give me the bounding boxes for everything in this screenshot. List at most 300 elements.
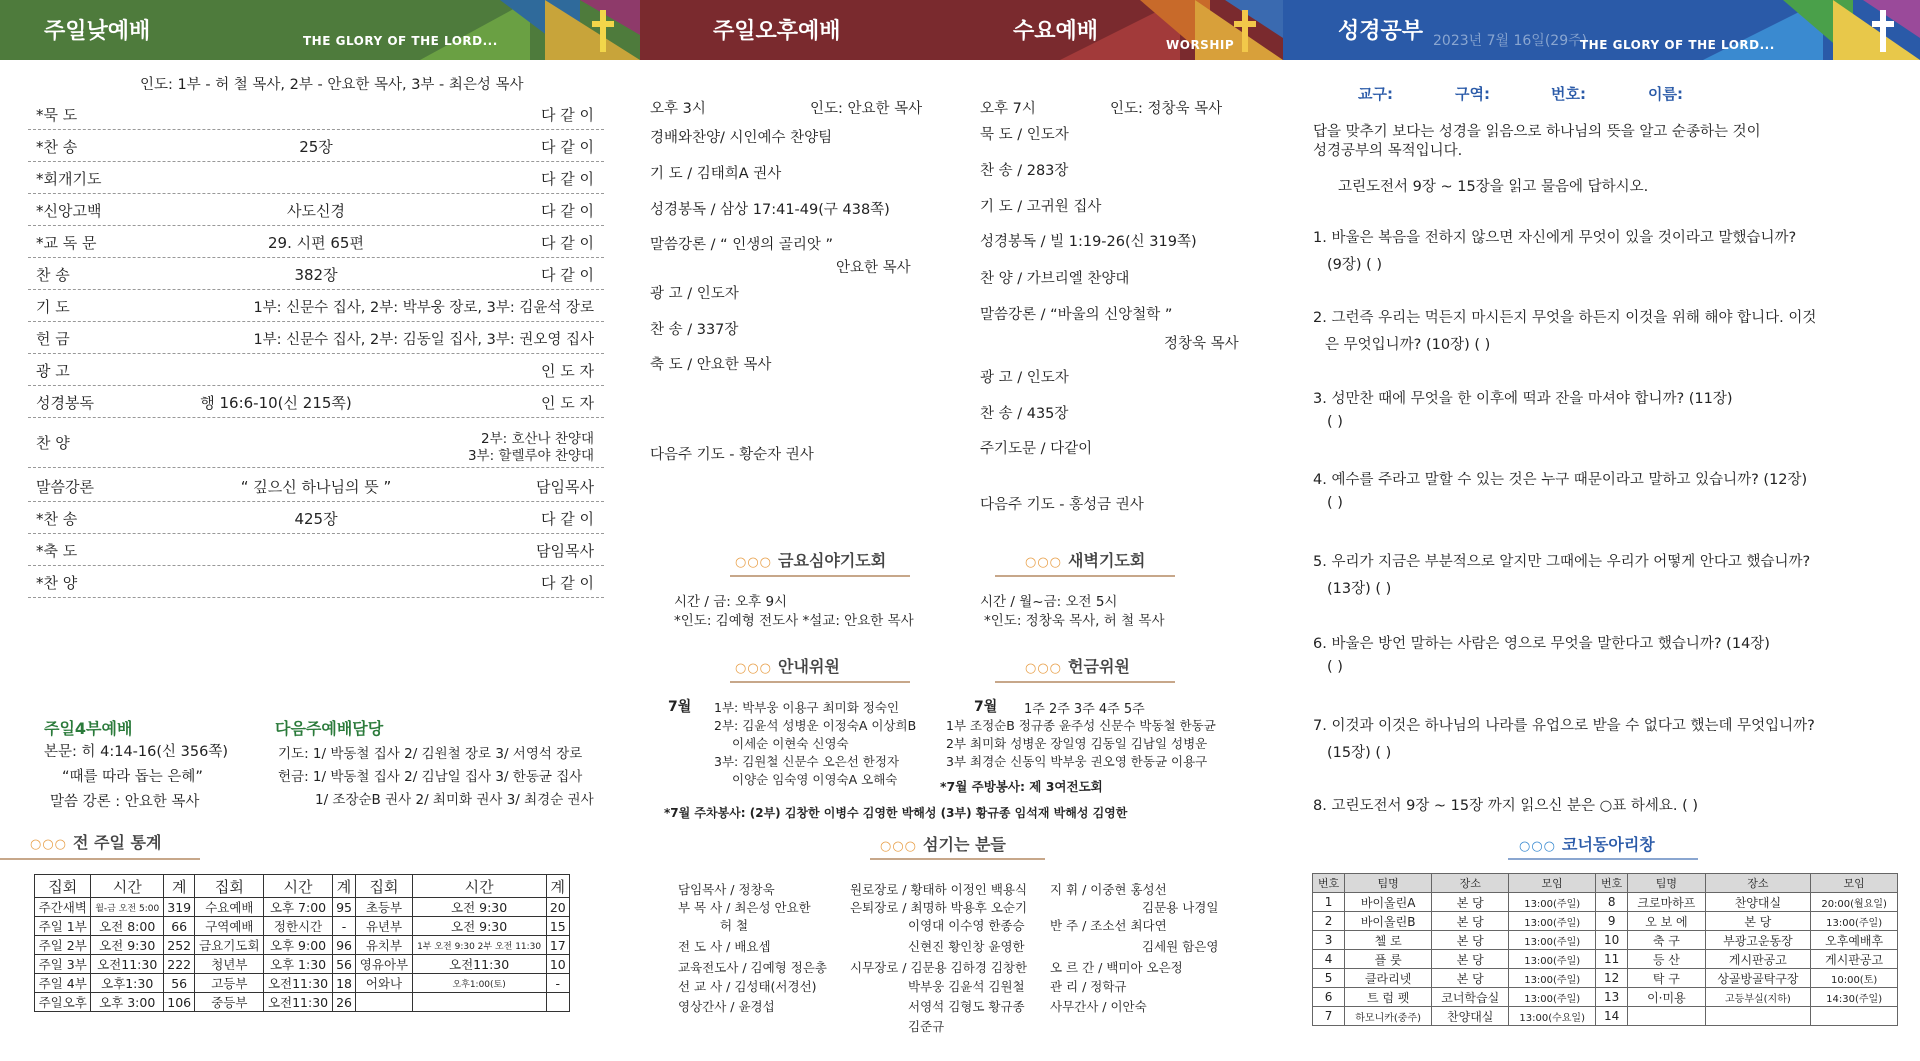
panel-sunday-service bbox=[0, 0, 640, 1061]
offering-weeks: 1주 2주 3주 4주 5주 bbox=[1024, 702, 1145, 717]
stats-cell: 유년부 bbox=[356, 917, 412, 936]
club-cell: 첼 로 bbox=[1345, 931, 1432, 950]
question-text: 3. 성만찬 때에 무엇을 한 이후에 떡과 잔을 마셔야 합니까? (11장) bbox=[1313, 391, 1733, 407]
afternoon-preacher: 안요한 목사 bbox=[836, 260, 911, 276]
next-week-prayer: 기도: 1/ 박동철 집사 2/ 김원철 장로 3/ 서영석 장로 bbox=[278, 746, 583, 762]
stats-title-underline bbox=[0, 858, 200, 860]
cross-icon bbox=[1242, 10, 1248, 52]
club-table bbox=[1312, 873, 1898, 1026]
stats-row bbox=[35, 955, 570, 974]
order-row bbox=[28, 193, 604, 226]
stats-table bbox=[34, 874, 570, 1012]
servant-line: 부 목 사 / 최은성 안요한 bbox=[678, 900, 811, 915]
stats-cell: 청년부 bbox=[195, 955, 264, 974]
question-text: 5. 우리가 지금은 부분적으로 알지만 그때에는 우리가 어떻게 안다고 했습니까? bbox=[1313, 554, 1811, 570]
stats-header: 집회 bbox=[35, 875, 91, 898]
afternoon-line: 기 도 / 김태희A 권사 bbox=[650, 166, 782, 182]
stats-row bbox=[35, 974, 570, 993]
order-label: 찬 송 bbox=[36, 266, 70, 284]
order-role: 1부: 신문수 집사, 2부: 박부웅 장로, 3부: 김윤석 장로 bbox=[253, 300, 594, 316]
dawn-title-underline bbox=[995, 575, 1175, 577]
cross-icon bbox=[1880, 10, 1886, 52]
order-role: 다 같 이 bbox=[540, 234, 594, 252]
club-cell: 축 구 bbox=[1628, 931, 1705, 950]
stats-cell: 오후1:30 bbox=[91, 974, 163, 993]
order-row bbox=[28, 533, 604, 566]
stats-header: 시간 bbox=[264, 875, 333, 898]
club-cell: 게시판공고 bbox=[1811, 950, 1898, 969]
order-row bbox=[28, 257, 604, 290]
stats-header: 집회 bbox=[356, 875, 412, 898]
afternoon-line: 성경봉독 / 삼상 17:41-49(구 438쪽) bbox=[650, 202, 890, 218]
afternoon-line: 찬 송 / 337장 bbox=[650, 322, 739, 338]
stats-cell: 56 bbox=[332, 955, 355, 974]
order-role: 인 도 자 bbox=[540, 362, 594, 380]
club-cell: 13:00(주일) bbox=[1509, 950, 1596, 969]
wednesday-line: 찬 송 / 283장 bbox=[980, 163, 1069, 179]
afternoon-line: 광 고 / 인도자 bbox=[650, 286, 739, 302]
order-role: 담임목사 bbox=[536, 542, 594, 560]
stats-cell: 96 bbox=[332, 936, 355, 955]
stats-cell: 정한시간 bbox=[264, 917, 333, 936]
order-row bbox=[28, 501, 604, 534]
club-header: 장소 bbox=[1705, 874, 1811, 893]
fourth-service-preacher: 말씀 강론 : 안요한 목사 bbox=[50, 794, 200, 810]
wednesday-line: 찬 송 / 435장 bbox=[980, 406, 1069, 422]
field-district: 교구: bbox=[1358, 85, 1393, 103]
club-cell: 1 bbox=[1313, 893, 1345, 912]
club-cell: 13:00(주일) bbox=[1509, 931, 1596, 950]
order-item: “ 깊으신 하나님의 뜻 ” bbox=[240, 478, 392, 496]
parking-note: *7월 주차봉사: (2부) 김창한 이병수 김영한 박해성 (3부) 황규종 임석재 박해성 김영한 bbox=[664, 806, 1128, 820]
ushers-line: 2부: 김윤석 성병운 이정숙A 이상희B bbox=[714, 718, 917, 733]
ushers-month: 7월 bbox=[668, 699, 692, 715]
club-cell: 하모니카(중주) bbox=[1345, 1007, 1432, 1026]
club-row bbox=[1313, 912, 1898, 931]
servant-line: 허 철 bbox=[720, 918, 749, 933]
order-row bbox=[28, 129, 604, 162]
friday-prayer-title: ○○○ 금요심야기도회 bbox=[735, 551, 887, 570]
intro-line-2: 성경공부의 목적입니다. bbox=[1313, 143, 1463, 159]
club-cell: 13:00(수요일) bbox=[1509, 1007, 1596, 1026]
stats-header: 집회 bbox=[195, 875, 264, 898]
question-answer: (13장) ( ) bbox=[1327, 581, 1392, 597]
servants-title-underline bbox=[870, 858, 1045, 860]
order-label: *찬 송 bbox=[36, 138, 78, 156]
club-header: 번호 bbox=[1313, 874, 1345, 893]
stats-cell: 오후 1:30 bbox=[264, 955, 333, 974]
wednesday-line: 묵 도 / 인도자 bbox=[980, 127, 1069, 143]
club-cell: 8 bbox=[1596, 893, 1628, 912]
stats-cell: 오전 9:30 bbox=[91, 936, 163, 955]
stats-header: 계 bbox=[332, 875, 355, 898]
club-cell: 4 bbox=[1313, 950, 1345, 969]
service-leaders: 인도: 1부 - 허 철 목사, 2부 - 안요한 목사, 3부 - 최은성 목사 bbox=[140, 77, 524, 93]
header-afternoon bbox=[640, 0, 1283, 60]
stats-cell: 66 bbox=[163, 917, 195, 936]
order-label: 기 도 bbox=[36, 298, 70, 316]
servant-line: 시무장로 / 김문용 김하경 김창한 bbox=[850, 960, 1028, 975]
wednesday-line: 말씀강론 / “바울의 신앙철학 ” bbox=[980, 307, 1173, 323]
afternoon-line: 말씀강론 / “ 인생의 골리앗 ” bbox=[650, 237, 834, 253]
club-cell: 7 bbox=[1313, 1007, 1345, 1026]
stats-cell bbox=[412, 993, 546, 1012]
club-cell: 찬양대실 bbox=[1705, 893, 1811, 912]
club-cell: 크로마하프 bbox=[1628, 893, 1705, 912]
club-cell bbox=[1705, 1007, 1811, 1026]
club-cell: 14 bbox=[1596, 1007, 1628, 1026]
stats-cell: - bbox=[546, 974, 569, 993]
stats-cell: 초등부 bbox=[356, 898, 412, 917]
club-cell: 바이올린A bbox=[1345, 893, 1432, 912]
order-item: 25장 bbox=[299, 138, 333, 156]
servant-line: 김세원 함은영 bbox=[1142, 939, 1219, 954]
ushers-line: 이양순 임숙영 이영숙A 오해숙 bbox=[732, 772, 898, 787]
friday-title-underline bbox=[730, 575, 910, 577]
stats-row bbox=[35, 898, 570, 917]
stats-header: 시간 bbox=[412, 875, 546, 898]
stats-cell: 주간새벽 bbox=[35, 898, 91, 917]
stats-cell: 95 bbox=[332, 898, 355, 917]
offering-line: 3부 최경순 신동익 박부웅 권오영 한동균 이용구 bbox=[946, 754, 1208, 769]
afternoon-leader: 인도: 안요한 목사 bbox=[810, 101, 923, 117]
club-cell: 게시판공고 bbox=[1705, 950, 1811, 969]
stats-cell: 구역예배 bbox=[195, 917, 264, 936]
stats-cell: 252 bbox=[163, 936, 195, 955]
order-role: 다 같 이 bbox=[540, 266, 594, 284]
club-cell bbox=[1628, 1007, 1705, 1026]
question-answer: (9장) ( ) bbox=[1327, 257, 1383, 273]
order-role: 1부: 신문수 집사, 2부: 김동일 집사, 3부: 권오영 집사 bbox=[253, 332, 594, 348]
stats-cell: 오후 7:00 bbox=[264, 898, 333, 917]
club-cell: 9 bbox=[1596, 912, 1628, 931]
order-item: 사도신경 bbox=[287, 202, 345, 220]
stats-header: 계 bbox=[163, 875, 195, 898]
order-row bbox=[28, 425, 604, 468]
afternoon-line: 축 도 / 안요한 목사 bbox=[650, 357, 772, 373]
dawn-lead: *인도: 정창욱 목사, 허 철 목사 bbox=[984, 613, 1165, 629]
stats-header: 시간 bbox=[91, 875, 163, 898]
dawn-prayer-title: ○○○ 새벽기도회 bbox=[1025, 551, 1146, 570]
stats-header: 계 bbox=[546, 875, 569, 898]
club-cell: 13:00(주일) bbox=[1509, 912, 1596, 931]
page-title: 주일낮예배 bbox=[44, 19, 151, 44]
stats-cell: 오전 9:30 bbox=[412, 898, 546, 917]
servant-line: 원로장로 / 황태하 이정인 백용식 bbox=[850, 882, 1028, 897]
club-cell: 11 bbox=[1596, 950, 1628, 969]
club-row bbox=[1313, 950, 1898, 969]
order-role: 3부: 할렐루야 찬양대 bbox=[467, 448, 594, 464]
order-label: *찬 송 bbox=[36, 510, 78, 528]
club-cell: 10 bbox=[1596, 931, 1628, 950]
dawn-time: 시간 / 월~금: 오전 5시 bbox=[980, 594, 1118, 610]
friday-lead: *인도: 김예형 전도사 *설교: 안요한 목사 bbox=[674, 613, 914, 629]
club-cell: 플 룻 bbox=[1345, 950, 1432, 969]
stats-cell: 20 bbox=[546, 898, 569, 917]
wednesday-line: 기 도 / 고귀원 집사 bbox=[980, 199, 1102, 215]
order-row bbox=[28, 225, 604, 258]
order-label: 말씀강론 bbox=[36, 478, 94, 496]
question-text: 2. 그런즉 우리는 먹든지 마시든지 무엇을 하든지 이것을 위해 해야 합니다. 이것 bbox=[1313, 310, 1817, 326]
cross-icon bbox=[600, 10, 606, 52]
order-role: 다 같 이 bbox=[540, 510, 594, 528]
club-cell: 5 bbox=[1313, 969, 1345, 988]
club-cell: 2 bbox=[1313, 912, 1345, 931]
stats-cell: 오전 8:00 bbox=[91, 917, 163, 936]
question-answer: 은 무엇입니까? (10장) ( ) bbox=[1325, 337, 1491, 353]
order-role: 다 같 이 bbox=[540, 170, 594, 188]
offering-line: 2부 최미화 성병운 장일영 김동일 김남일 성병운 bbox=[946, 736, 1208, 751]
stats-cell: 영유아부 bbox=[356, 955, 412, 974]
field-number: 번호: bbox=[1551, 85, 1586, 103]
stats-cell: 오전11:30 bbox=[264, 993, 333, 1012]
club-cell: 등 산 bbox=[1628, 950, 1705, 969]
servant-line: 이영대 이수영 한종승 bbox=[908, 918, 1025, 933]
order-row bbox=[28, 565, 604, 598]
order-role: 다 같 이 bbox=[540, 138, 594, 156]
servant-line: 전 도 사 / 배요셉 bbox=[678, 939, 771, 954]
servant-line: 반 주 / 조소선 최다연 bbox=[1050, 918, 1167, 933]
stats-cell: 오전11:30 bbox=[264, 974, 333, 993]
order-label: *찬 양 bbox=[36, 574, 78, 592]
wednesday-line: 광 고 / 인도자 bbox=[980, 370, 1069, 386]
club-cell: 본 당 bbox=[1432, 893, 1509, 912]
order-role: 2부: 호산나 찬양대 bbox=[480, 431, 594, 447]
stats-cell: 주일 2부 bbox=[35, 936, 91, 955]
panel-afternoon-wednesday bbox=[640, 0, 1283, 1061]
afternoon-time: 오후 3시 bbox=[650, 101, 706, 117]
stats-cell bbox=[546, 993, 569, 1012]
order-row bbox=[28, 161, 604, 194]
club-cell: 13:00(주일) bbox=[1509, 988, 1596, 1007]
club-cell: 3 bbox=[1313, 931, 1345, 950]
order-role: 인 도 자 bbox=[540, 394, 594, 412]
header-bible-study bbox=[1283, 0, 1920, 60]
stats-title: ○○○ 전 주일 통계 bbox=[30, 833, 162, 852]
order-label: 찬 양 bbox=[36, 434, 70, 452]
ushers-title: ○○○ 안내위원 bbox=[735, 657, 840, 676]
club-row bbox=[1313, 969, 1898, 988]
field-zone: 구역: bbox=[1455, 85, 1490, 103]
club-cell: 14:30(주일) bbox=[1811, 988, 1898, 1007]
stats-cell: 주일 4부 bbox=[35, 974, 91, 993]
order-role: 담임목사 bbox=[536, 478, 594, 496]
order-label: *묵 도 bbox=[36, 106, 78, 124]
stats-row bbox=[35, 993, 570, 1012]
stats-cell bbox=[356, 993, 412, 1012]
stats-cell: 주일오후 bbox=[35, 993, 91, 1012]
next-week-title: 다음주예배담당 bbox=[275, 719, 384, 738]
stats-cell: 월-금 오전 5:00 bbox=[91, 898, 163, 917]
servant-line: 은퇴장로 / 최명하 박용후 오순기 bbox=[850, 900, 1028, 915]
header-subtitle: THE GLORY OF THE LORD... bbox=[303, 34, 498, 48]
order-label: 성경봉독 bbox=[36, 394, 94, 412]
stats-cell: 106 bbox=[163, 993, 195, 1012]
club-cell: 이·미용 bbox=[1628, 988, 1705, 1007]
friday-time: 시간 / 금: 오후 9시 bbox=[674, 594, 788, 610]
kitchen-note: *7월 주방봉사: 제 3여전도회 bbox=[940, 779, 1103, 794]
offering-month: 7월 bbox=[974, 699, 998, 715]
wednesday-line: 성경봉독 / 빌 1:19-26(신 319쪽) bbox=[980, 234, 1197, 250]
club-row bbox=[1313, 1007, 1898, 1026]
order-label: *회개기도 bbox=[36, 170, 102, 188]
servant-line: 오 르 간 / 백미아 오은정 bbox=[1050, 960, 1183, 975]
club-cell: 13:00(주일) bbox=[1811, 912, 1898, 931]
stats-cell: - bbox=[332, 917, 355, 936]
club-cell: 본 당 bbox=[1432, 931, 1509, 950]
wednesday-line: 찬 양 / 가브리엘 찬양대 bbox=[980, 271, 1130, 287]
club-cell: 13 bbox=[1596, 988, 1628, 1007]
stats-cell: 56 bbox=[163, 974, 195, 993]
club-row bbox=[1313, 931, 1898, 950]
club-cell: 클라리넷 bbox=[1345, 969, 1432, 988]
ushers-title-underline bbox=[730, 681, 910, 683]
servant-line: 박부웅 김윤석 김원철 bbox=[908, 979, 1025, 994]
afternoon-line: 경배와찬양/ 시인예수 찬양팀 bbox=[650, 130, 833, 146]
club-cell: 본 당 bbox=[1432, 950, 1509, 969]
servant-line: 지 휘 / 이중현 홍성선 bbox=[1050, 882, 1167, 897]
question-text: 8. 고린도전서 9장 ~ 15장 까지 읽으신 분은 ○표 하세요. ( ) bbox=[1313, 798, 1699, 814]
wednesday-time: 오후 7시 bbox=[980, 101, 1036, 117]
order-role: 다 같 이 bbox=[540, 574, 594, 592]
stats-row bbox=[35, 917, 570, 936]
stats-cell: 수요예배 bbox=[195, 898, 264, 917]
wednesday-line: 주기도문 / 다같이 bbox=[980, 441, 1093, 457]
club-cell: 바이올린B bbox=[1345, 912, 1432, 931]
servant-line: 김준규 bbox=[908, 1019, 945, 1034]
wednesday-preacher: 정창욱 목사 bbox=[1164, 336, 1239, 352]
order-row bbox=[28, 289, 604, 322]
stats-cell: 유치부 bbox=[356, 936, 412, 955]
order-label: *신앙고백 bbox=[36, 202, 102, 220]
order-label: *교 독 문 bbox=[36, 234, 97, 252]
question-answer: ( ) bbox=[1327, 659, 1343, 675]
stats-cell: 18 bbox=[332, 974, 355, 993]
servant-line: 서영석 김형도 황규종 bbox=[908, 999, 1025, 1014]
offering-line: 1부 조정순B 정규종 윤주성 신문수 박동철 한동균 bbox=[946, 718, 1216, 733]
question-text: 1. 바울은 복음을 전하지 않으면 자신에게 무엇이 있을 것이라고 말했습니까? bbox=[1313, 230, 1797, 246]
club-header: 팀명 bbox=[1628, 874, 1705, 893]
stats-cell: 오전11:30 bbox=[412, 955, 546, 974]
servant-line: 담임목사 / 정창욱 bbox=[678, 882, 775, 897]
club-cell: 6 bbox=[1313, 988, 1345, 1007]
question-text: 6. 바울은 방언 말하는 사람은 영으로 무엇을 말한다고 했습니까? (14장) bbox=[1313, 636, 1770, 652]
offering-title-underline bbox=[995, 681, 1175, 683]
stats-cell: 오전 9:30 bbox=[412, 917, 546, 936]
order-item: 행 16:6-10(신 215쪽) bbox=[200, 394, 352, 412]
club-cell: 고등부실(지하) bbox=[1705, 988, 1811, 1007]
stats-row bbox=[35, 936, 570, 955]
club-cell: 20:00(월요일) bbox=[1811, 893, 1898, 912]
afternoon-next-prayer: 다음주 기도 - 황순자 권사 bbox=[650, 447, 814, 463]
stats-cell: 17 bbox=[546, 936, 569, 955]
order-item: 382장 bbox=[294, 266, 338, 284]
instruction: 고린도전서 9장 ~ 15장을 읽고 물음에 답하시오. bbox=[1338, 179, 1649, 195]
order-role: 다 같 이 bbox=[540, 202, 594, 220]
club-row bbox=[1313, 988, 1898, 1007]
order-row bbox=[28, 385, 604, 418]
order-label: *축 도 bbox=[36, 542, 78, 560]
stats-cell: 222 bbox=[163, 955, 195, 974]
order-row bbox=[28, 353, 604, 386]
stats-cell: 10 bbox=[546, 955, 569, 974]
club-cell: 트 럼 펫 bbox=[1345, 988, 1432, 1007]
order-label: 헌 금 bbox=[36, 330, 70, 348]
servant-line: 관 리 / 정학규 bbox=[1050, 979, 1127, 994]
question-answer: ( ) bbox=[1327, 495, 1343, 511]
club-cell: 본 당 bbox=[1705, 912, 1811, 931]
club-title-underline bbox=[1508, 858, 1698, 860]
header-subtitle: WORSHIP bbox=[1166, 38, 1235, 52]
next-week-offering-2: 1/ 조장순B 권사 2/ 최미화 권사 3/ 최경순 권사 bbox=[315, 792, 594, 808]
stats-cell: 15 bbox=[546, 917, 569, 936]
fourth-service-theme: “때를 따라 돕는 은혜” bbox=[62, 769, 203, 785]
servant-line: 김문용 나경일 bbox=[1142, 900, 1219, 915]
stats-cell: 어와나 bbox=[356, 974, 412, 993]
order-item: 29. 시편 65편 bbox=[268, 234, 364, 252]
order-row bbox=[28, 321, 604, 354]
club-cell: 13:00(주일) bbox=[1509, 893, 1596, 912]
wednesday-leader: 인도: 정창욱 목사 bbox=[1110, 101, 1223, 117]
fourth-service-title: 주일4부예배 bbox=[44, 719, 133, 738]
club-row bbox=[1313, 893, 1898, 912]
offering-committee-title: ○○○ 헌금위원 bbox=[1025, 657, 1130, 676]
afternoon-title: 주일오후예배 bbox=[713, 19, 841, 44]
stats-cell: 319 bbox=[163, 898, 195, 917]
order-row bbox=[28, 97, 604, 130]
fourth-service-text: 본문: 히 4:14-16(신 356쪽) bbox=[44, 744, 228, 760]
club-header: 팀명 bbox=[1345, 874, 1432, 893]
stats-cell: 오전11:30 bbox=[91, 955, 163, 974]
stats-cell: 오후 9:00 bbox=[264, 936, 333, 955]
club-cell: 코너학습실 bbox=[1432, 988, 1509, 1007]
stats-cell: 오후1:00(토) bbox=[412, 974, 546, 993]
stats-cell: 26 bbox=[332, 993, 355, 1012]
club-cell: 상골방골탁구장 bbox=[1705, 969, 1811, 988]
club-cell: 13:00(주일) bbox=[1509, 969, 1596, 988]
header-sunday-service bbox=[0, 0, 640, 60]
header-subtitle: THE GLORY OF THE LORD... bbox=[1580, 38, 1775, 52]
club-header: 번호 bbox=[1596, 874, 1628, 893]
club-cell: 본 당 bbox=[1432, 969, 1509, 988]
next-week-offering: 헌금: 1/ 박동철 집사 2/ 김남일 집사 3/ 한동균 집사 bbox=[278, 769, 583, 785]
question-answer: ( ) bbox=[1327, 414, 1343, 430]
stats-cell: 주일 3부 bbox=[35, 955, 91, 974]
ushers-line: 1부: 박부웅 이용구 최미화 정숙인 bbox=[714, 700, 900, 715]
club-header: 모임 bbox=[1509, 874, 1596, 893]
ushers-line: 이세순 이현숙 신영숙 bbox=[732, 736, 849, 751]
header-date: 2023년 7월 16일(29주) bbox=[1433, 33, 1588, 49]
club-cell: 오후예배후 bbox=[1811, 931, 1898, 950]
field-name: 이름: bbox=[1648, 85, 1683, 103]
question-answer: (15장) ( ) bbox=[1327, 745, 1392, 761]
stats-cell: 중등부 bbox=[195, 993, 264, 1012]
bible-study-title: 성경공부 bbox=[1338, 19, 1424, 44]
club-cell: 오 보 에 bbox=[1628, 912, 1705, 931]
wednesday-next-prayer: 다음주 기도 - 홍성금 권사 bbox=[980, 497, 1144, 513]
panel-bible-study bbox=[1283, 0, 1920, 1061]
club-cell: 탁 구 bbox=[1628, 969, 1705, 988]
stats-cell: 오후 3:00 bbox=[91, 993, 163, 1012]
servant-line: 사무간사 / 이안숙 bbox=[1050, 999, 1147, 1014]
stats-cell: 금요기도회 bbox=[195, 936, 264, 955]
servant-line: 교육전도사 / 김예형 정은총 bbox=[678, 960, 827, 975]
order-row bbox=[28, 469, 604, 502]
servant-line: 영상간사 / 윤경섭 bbox=[678, 999, 775, 1014]
club-title: ○○○ 코너동아리창 bbox=[1519, 835, 1655, 854]
question-text: 4. 예수를 주라고 말할 수 있는 것은 누구 때문이라고 말하고 있습니까? (12장) bbox=[1313, 472, 1808, 488]
order-item: 425장 bbox=[294, 510, 338, 528]
